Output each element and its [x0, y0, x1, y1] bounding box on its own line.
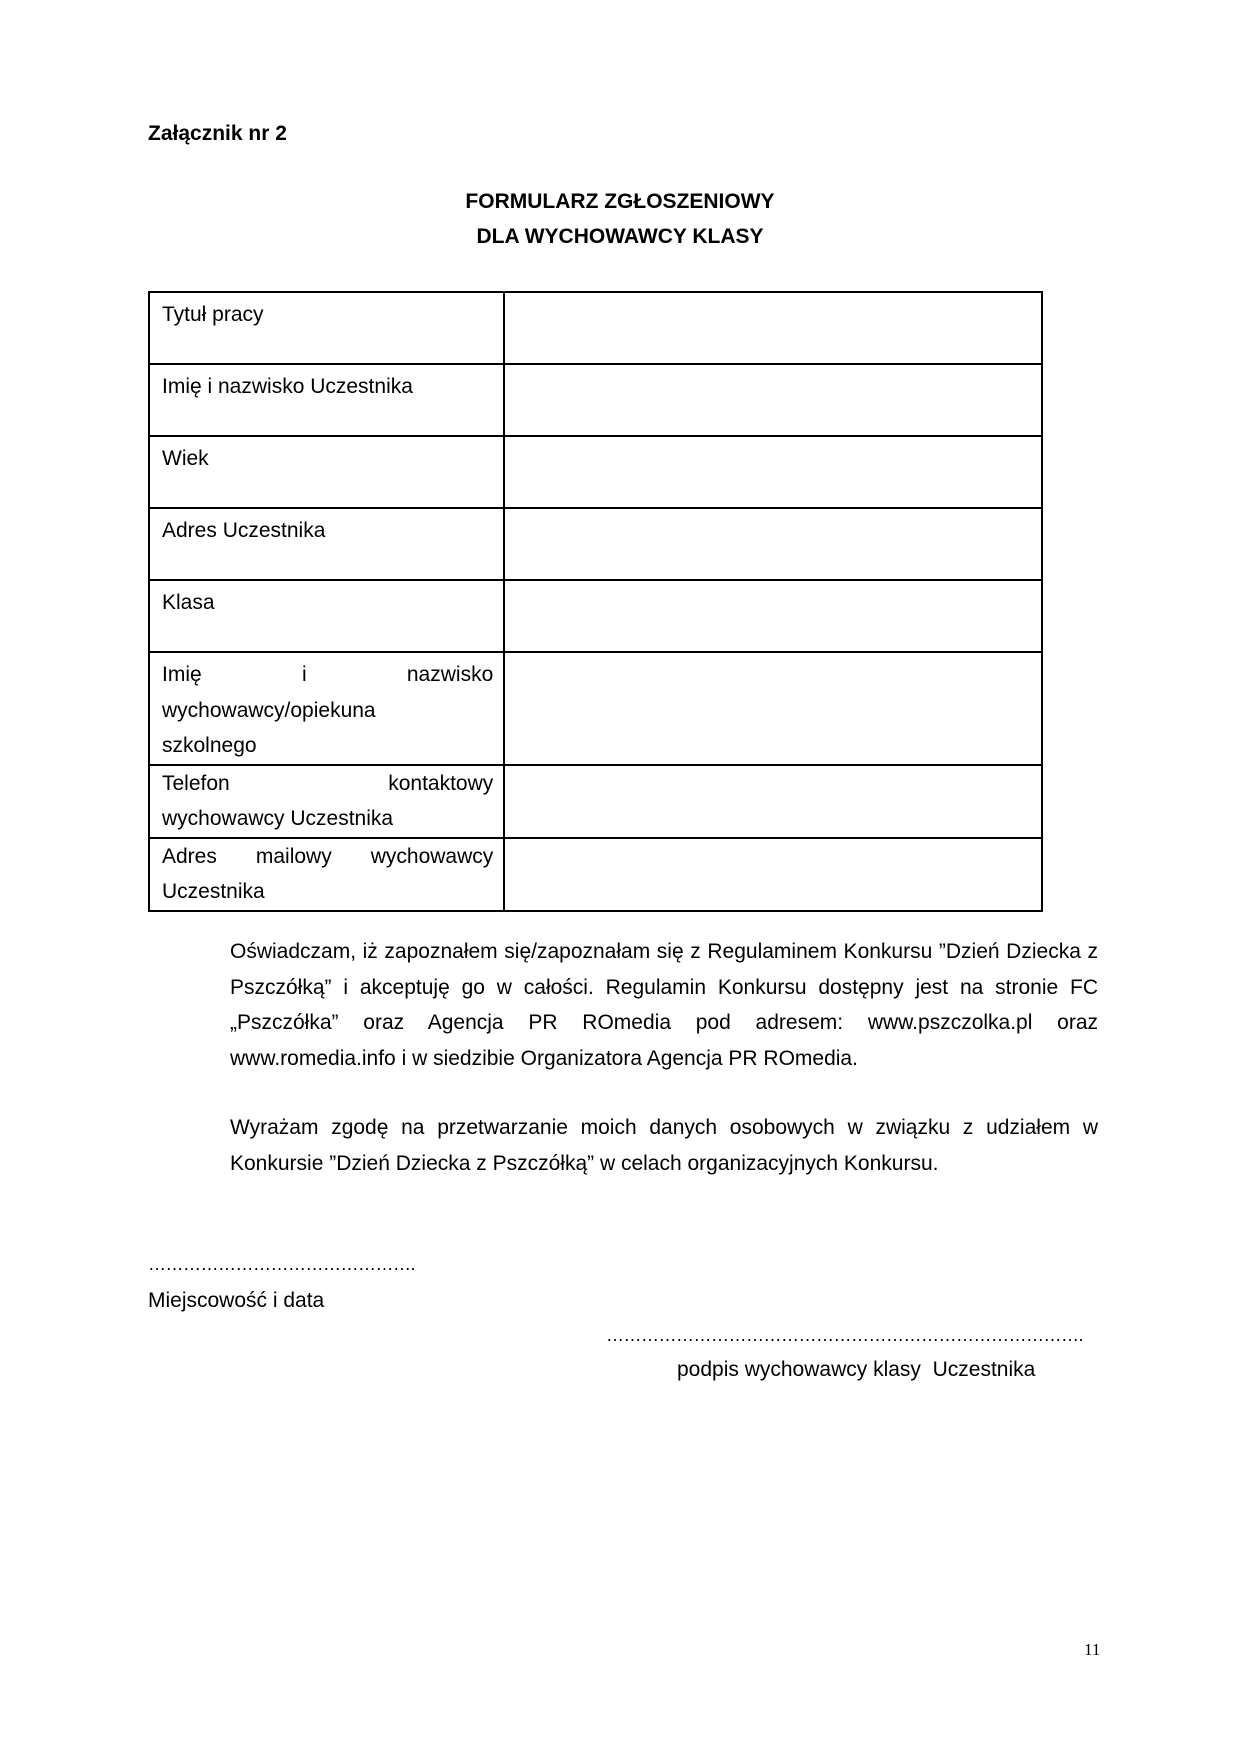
row-label-participant-name: Imię i nazwisko Uczestnika — [149, 364, 504, 436]
form-subtitle: DLA WYCHOWAWCY KLASY — [476, 225, 764, 248]
row-value-teacher-phone[interactable] — [504, 765, 1042, 838]
table-row — [149, 364, 1042, 436]
table-row — [149, 580, 1042, 652]
row-label-age: Wiek — [149, 436, 504, 508]
row-label-teacher-phone: Telefon kontaktowy wychowawcy Uczestnika — [149, 765, 504, 838]
table-row — [149, 838, 1042, 911]
signature-line: ………………………………………………………………………. — [606, 1325, 1084, 1345]
row-label-title: Tytuł pracy — [149, 292, 504, 364]
table-row — [149, 765, 1042, 838]
row-value-participant-name[interactable] — [504, 364, 1042, 436]
application-form-table — [148, 291, 1043, 912]
table-row — [149, 652, 1042, 765]
row-label-class: Klasa — [149, 580, 504, 652]
row-label-participant-address: Adres Uczestnika — [149, 508, 504, 580]
page-number: 11 — [1084, 1640, 1101, 1659]
form-title: FORMULARZ ZGŁOSZENIOWY — [465, 190, 775, 213]
table-row — [149, 436, 1042, 508]
row-value-participant-address[interactable] — [504, 508, 1042, 580]
place-date-label: Miejscowość i data — [148, 1289, 325, 1312]
row-value-class[interactable] — [504, 580, 1042, 652]
signature-label: podpis wychowawcy klasy Uczestnika — [677, 1358, 1036, 1381]
row-value-title[interactable] — [504, 292, 1042, 364]
annex-label: Załącznik nr 2 — [148, 122, 287, 145]
row-value-teacher-email[interactable] — [504, 838, 1042, 911]
declaration-paragraph: Oświadczam, iż zapoznałem się/zapoznałam się z Regulaminem Konkursu ”Dzień Dziecka z Pszczółką” i akceptuję go w całości. Regulamin Konkursu dostępny jest na stronie FC „Pszczółka” oraz Agencja PR ROmedia pod adresem: www.pszczolka.pl oraz www.romedia.info i w siedzibie Organizatora Agencja PR ROmedia. — [230, 940, 1098, 1070]
row-label-teacher-email: Adres mailowy wychowawcy Uczestnika — [149, 838, 504, 911]
table-row — [149, 508, 1042, 580]
place-date-line: ………………………………………. — [148, 1254, 416, 1274]
consent-paragraph: Wyrażam zgodę na przetwarzanie moich danych osobowych w związku z udziałem w Konkursie ”Dzień Dziecka z Pszczółką” w celach organizacyjnych Konkursu. — [230, 1116, 1098, 1175]
table-row — [149, 292, 1042, 364]
row-value-age[interactable] — [504, 436, 1042, 508]
row-value-teacher-name[interactable] — [504, 652, 1042, 765]
row-label-teacher-name: Imię i nazwisko wychowawcy/opiekuna szkolnego — [149, 652, 504, 765]
